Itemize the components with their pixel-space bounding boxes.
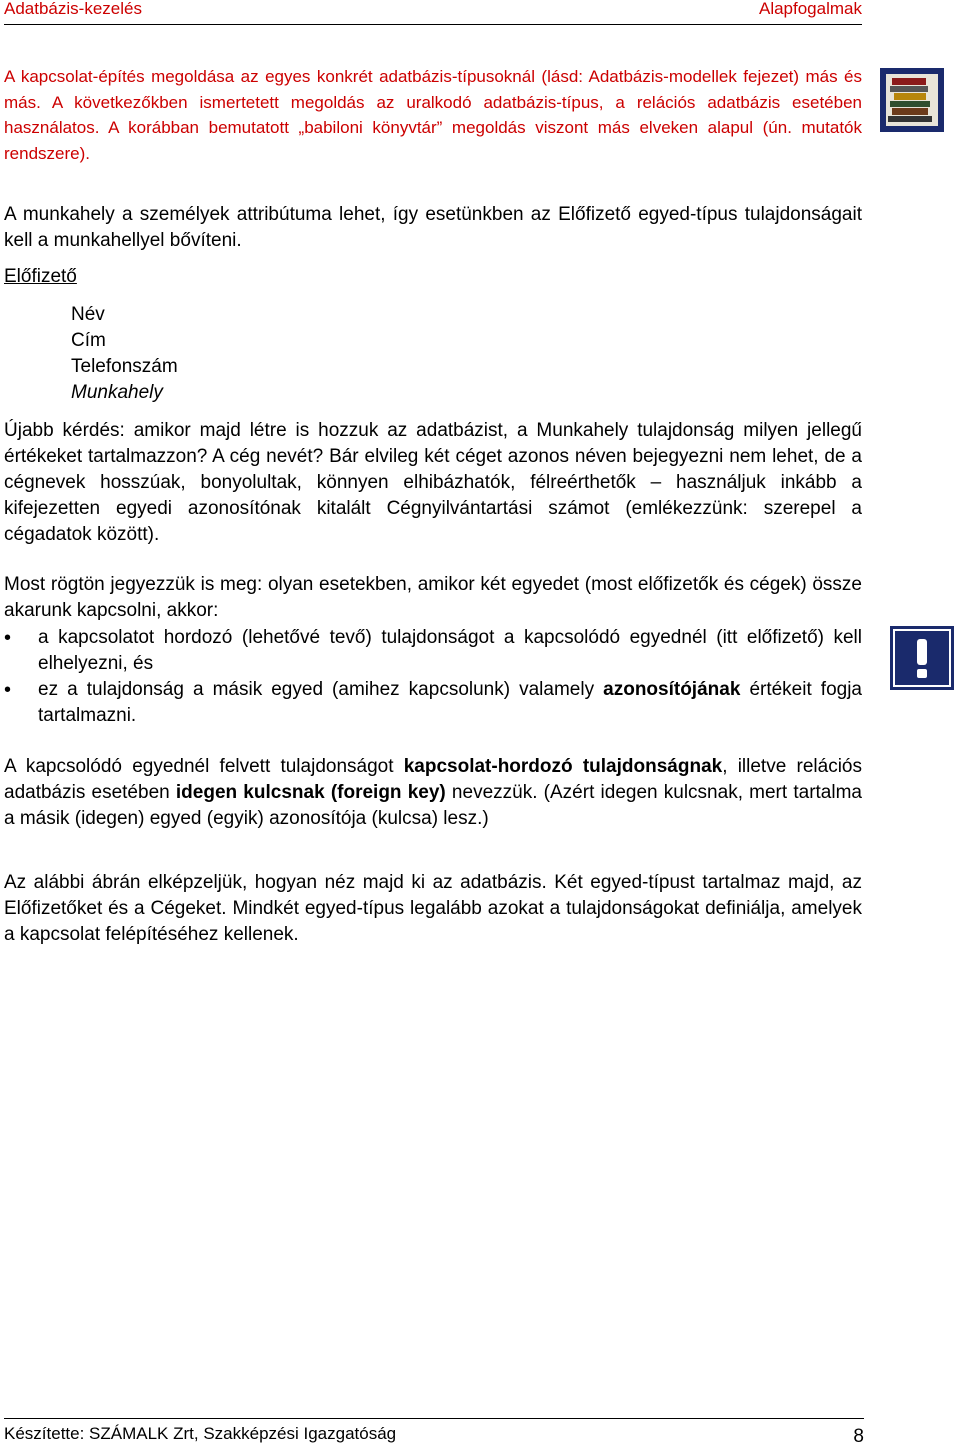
- bullet-item: [4, 625, 862, 677]
- attribute-telefonszam: Telefonszám: [71, 356, 178, 377]
- exclamation-icon: [890, 626, 954, 690]
- paragraph-abra: Az alábbi ábrán elképzeljük, hogyan néz majd ki az adatbázis. Két egyed-típust tartalmaz majd, az Előfizetőket és a Cégeket. Mindkét egyed-típus legalább azokat a tulajdonságokat definiálja, amelyek a kapcsolat felépítéséhez kellenek.: [4, 872, 862, 945]
- bullet-text-2a: ez a tulajdonság a másik egyed (amihez kapcsolunk) valamely: [38, 679, 604, 700]
- books-icon: [880, 68, 944, 132]
- paragraph-munkahely: A munkahely a személyek attribútuma lehet, így esetünkben az Előfizető egyed-típus tulajdonságait kell a munkahellyel bővíteni.: [4, 204, 862, 251]
- attribute-munkahely: Munkahely: [71, 382, 163, 403]
- paragraph-most-rogton: Most rögtön jegyezzük is meg: olyan esetekben, amikor két egyedet (most előfizetők és cégek) össze akarunk kapcsolni, akkor:: [4, 574, 862, 621]
- footer-author: Készítette: SZÁMALK Zrt, Szakképzési Igazgatóság: [4, 1424, 397, 1443]
- bullet-text-2b: értékeit fogja tartalmazni.: [38, 679, 862, 726]
- page-header: [4, 0, 862, 25]
- para4-text-2: , illetve relációs adatbázis esetében: [4, 756, 862, 803]
- para4-text-1: A kapcsolódó egyednél felvett tulajdonságot: [4, 756, 404, 777]
- bullet-item: [4, 677, 862, 729]
- header-section: Alapfogalmak: [758, 0, 862, 18]
- page-number: 8: [853, 1426, 864, 1447]
- attribute-nev: Név: [71, 304, 105, 325]
- paragraph-ujabb-kerdes: Újabb kérdés: amikor majd létre is hozzuk az adatbázist, a Munkahely tulajdonság milyen jellegű értékeket tartalmazzon? A cég nevét? Bár elvileg két céget azonos néven bejegyezni nem lehet, de a cégnevek hosszúak, bonyolultak, könnyen elhibázhatók, félreérthetők – használjuk inkább a kifejezetten egyedi azonosítónak kitalált Cégnyilvántartási számot (emlékezzünk: szerepel a cégadatok között).: [4, 420, 862, 545]
- red-note-paragraph: A kapcsolat-építés megoldása az egyes konkrét adatbázis-típusoknál (lásd: Adatbázis-modellek fejezet) más és más. A következőkben ismertetett megoldás az uralkodó adatbázis-típus, a relációs adatbázis esetében használatos. A korábban bemutatott „babiloni könyvtár” megoldás viszont más elveken alapul (ún. mutatók rendszere).: [4, 67, 862, 163]
- para4-text-3: nevezzük. (Azért idegen kulcsnak, mert tartalma a másik (idegen) egyed (egyik) azonosítója (kulcsa) lesz.): [4, 782, 862, 829]
- entity-label-elofizeto: Előfizető: [4, 266, 77, 287]
- para4-bold-1: kapcsolat-hordozó tulajdonságnak: [403, 756, 723, 777]
- paragraph-idegen-kulcs: [4, 754, 862, 832]
- attribute-cim: Cím: [71, 330, 106, 351]
- footer-rule: [4, 1418, 864, 1419]
- attribute-list: [71, 302, 178, 406]
- header-title: Adatbázis-kezelés: [4, 0, 142, 18]
- bullet-text-1: a kapcsolatot hordozó (lehetővé tevő) tulajdonságot a kapcsolódó egyednél (itt előfizető) kell elhelyezni, és: [38, 627, 862, 674]
- bullet-list: [4, 625, 862, 729]
- bullet-bold-term: azonosítójának: [603, 679, 741, 700]
- para4-bold-2: idegen kulcsnak (foreign key): [175, 782, 446, 803]
